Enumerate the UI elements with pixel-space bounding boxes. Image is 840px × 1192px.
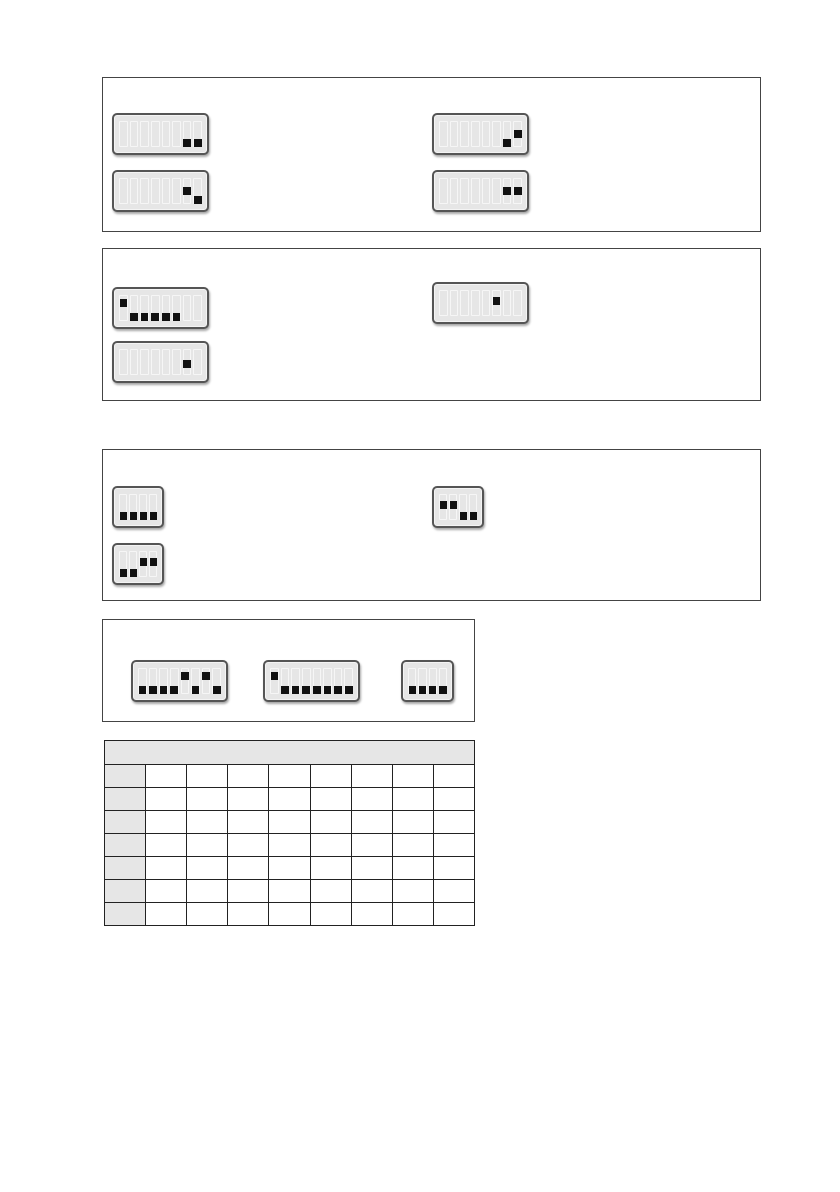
- table-row: [105, 834, 475, 857]
- switch-slot: [460, 121, 469, 147]
- table-cell: [228, 834, 269, 857]
- switch-knob[interactable]: [151, 313, 159, 321]
- table-cell: [269, 857, 310, 880]
- table-cell: [146, 903, 187, 926]
- switch-slot: [183, 295, 192, 321]
- table-cell: [228, 811, 269, 834]
- switch-slot: [439, 178, 448, 204]
- switch-knob[interactable]: [460, 512, 467, 520]
- switch-knob[interactable]: [439, 686, 446, 694]
- dip-switch-b2[interactable]: [112, 341, 209, 383]
- switch-knob[interactable]: [194, 139, 202, 147]
- table-cell: [310, 880, 351, 903]
- table-cell: [351, 903, 392, 926]
- table-cell: [351, 834, 392, 857]
- table-cell: [392, 765, 433, 788]
- dip-switch-d2[interactable]: [263, 660, 360, 702]
- switch-knob[interactable]: [181, 672, 189, 680]
- switch-knob[interactable]: [450, 501, 457, 509]
- dip-switch-d3[interactable]: [401, 660, 454, 702]
- switch-slot: [162, 349, 171, 375]
- table-cell: [187, 765, 228, 788]
- switch-panel-d: [102, 619, 475, 722]
- switch-knob[interactable]: [334, 686, 342, 694]
- table-row-label: [105, 880, 146, 903]
- table-cell: [269, 811, 310, 834]
- switch-slot: [450, 121, 459, 147]
- dip-switch-c3[interactable]: [112, 543, 164, 585]
- switch-knob[interactable]: [302, 686, 310, 694]
- table-cell: [310, 857, 351, 880]
- dip-switch-d1[interactable]: [131, 660, 228, 702]
- switch-knob[interactable]: [192, 686, 200, 694]
- switch-knob[interactable]: [140, 558, 147, 566]
- switch-knob[interactable]: [503, 187, 511, 195]
- dip-switch-b1[interactable]: [112, 287, 209, 329]
- table-cell: [310, 765, 351, 788]
- switch-slot: [460, 178, 469, 204]
- switch-slot: [492, 121, 501, 147]
- dip-switch-a3[interactable]: [112, 170, 209, 212]
- table-cell: [392, 834, 433, 857]
- switch-knob[interactable]: [170, 686, 178, 694]
- switch-knob[interactable]: [429, 686, 436, 694]
- table-cell: [187, 903, 228, 926]
- table-cell: [146, 788, 187, 811]
- table-cell: [228, 857, 269, 880]
- switch-knob[interactable]: [194, 196, 202, 204]
- switch-knob[interactable]: [514, 187, 522, 195]
- switch-knob[interactable]: [440, 501, 447, 509]
- table-cell: [392, 857, 433, 880]
- table-cell: [269, 903, 310, 926]
- dip-switch-a4[interactable]: [432, 170, 529, 212]
- table-cell: [187, 880, 228, 903]
- table-cell: [146, 880, 187, 903]
- switch-panel-c: [102, 449, 761, 601]
- table-cell: [228, 880, 269, 903]
- switch-slot: [151, 349, 160, 375]
- table-cell: [146, 765, 187, 788]
- switch-slot: [450, 290, 459, 316]
- switch-knob[interactable]: [503, 139, 511, 147]
- table-cell: [392, 903, 433, 926]
- switch-slot: [193, 349, 202, 375]
- switch-slot: [482, 121, 491, 147]
- switch-slot: [151, 121, 160, 147]
- switch-slot: [140, 349, 149, 375]
- switch-slot: [162, 121, 171, 147]
- table-cell: [228, 903, 269, 926]
- switch-knob[interactable]: [213, 686, 221, 694]
- switch-knob[interactable]: [409, 686, 416, 694]
- table-cell: [269, 765, 310, 788]
- table-cell: [433, 903, 474, 926]
- table-cell: [310, 834, 351, 857]
- switch-slot: [471, 290, 480, 316]
- switch-knob[interactable]: [292, 686, 300, 694]
- switch-slot: [140, 121, 149, 147]
- dip-switch-a1[interactable]: [112, 113, 209, 155]
- switch-slot: [503, 290, 512, 316]
- switch-knob[interactable]: [202, 672, 210, 680]
- table-cell: [433, 765, 474, 788]
- table-row: [105, 880, 475, 903]
- table-cell: [228, 765, 269, 788]
- table-cell: [351, 765, 392, 788]
- switch-slot: [151, 178, 160, 204]
- switch-slot: [471, 178, 480, 204]
- switch-knob[interactable]: [149, 686, 157, 694]
- table-row-label: [105, 834, 146, 857]
- table-cell: [187, 788, 228, 811]
- switch-knob[interactable]: [183, 360, 191, 368]
- switch-knob[interactable]: [419, 686, 426, 694]
- switch-knob[interactable]: [150, 558, 157, 566]
- table-cell: [228, 788, 269, 811]
- switch-slot: [119, 178, 128, 204]
- table-row: [105, 903, 475, 926]
- table-cell: [310, 903, 351, 926]
- table-cell: [187, 811, 228, 834]
- switch-slot: [172, 349, 181, 375]
- table-cell: [310, 811, 351, 834]
- switch-slot: [439, 290, 448, 316]
- table-header: [105, 741, 475, 765]
- table-row: [105, 765, 475, 788]
- table-cell: [146, 857, 187, 880]
- switch-panel-b: [102, 248, 761, 401]
- table-row: [105, 811, 475, 834]
- table-cell: [433, 788, 474, 811]
- switch-knob[interactable]: [281, 686, 289, 694]
- switch-slot: [172, 178, 181, 204]
- table-row: [105, 857, 475, 880]
- switch-slot: [193, 295, 202, 321]
- switch-knob[interactable]: [120, 569, 127, 577]
- switch-slot: [119, 121, 128, 147]
- switch-slot: [492, 178, 501, 204]
- switch-slot: [471, 121, 480, 147]
- table-cell: [146, 811, 187, 834]
- table-row: [105, 788, 475, 811]
- switch-knob[interactable]: [183, 187, 191, 195]
- switch-knob[interactable]: [493, 297, 501, 305]
- table-cell: [187, 834, 228, 857]
- switch-knob[interactable]: [324, 686, 332, 694]
- table-cell: [433, 834, 474, 857]
- table-row-label: [105, 903, 146, 926]
- switch-slot: [140, 178, 149, 204]
- dip-switch-a2[interactable]: [432, 113, 529, 155]
- switch-knob[interactable]: [139, 686, 147, 694]
- switch-knob[interactable]: [313, 686, 321, 694]
- table-row-label: [105, 788, 146, 811]
- table-cell: [433, 811, 474, 834]
- table-cell: [351, 857, 392, 880]
- table-cell: [433, 857, 474, 880]
- switch-knob[interactable]: [130, 569, 137, 577]
- table-cell: [351, 880, 392, 903]
- switch-slot: [162, 178, 171, 204]
- switch-knob[interactable]: [514, 130, 522, 138]
- table-cell: [269, 834, 310, 857]
- switch-slot: [513, 290, 522, 316]
- table-cell: [392, 788, 433, 811]
- switch-knob[interactable]: [120, 512, 127, 520]
- switch-slot: [482, 178, 491, 204]
- table-row-label: [105, 765, 146, 788]
- dip-switch-c2[interactable]: [432, 486, 484, 528]
- switch-slot: [439, 121, 448, 147]
- switch-knob[interactable]: [345, 686, 353, 694]
- switch-knob[interactable]: [130, 512, 137, 520]
- switch-knob[interactable]: [160, 686, 168, 694]
- table-cell: [310, 788, 351, 811]
- switch-knob[interactable]: [162, 313, 170, 321]
- switch-slot: [450, 178, 459, 204]
- table-cell: [187, 857, 228, 880]
- table-row-label: [105, 857, 146, 880]
- switch-slot: [119, 349, 128, 375]
- switch-knob[interactable]: [470, 512, 477, 520]
- table-cell: [433, 880, 474, 903]
- switch-knob[interactable]: [120, 299, 128, 307]
- table-cell: [392, 880, 433, 903]
- dip-switch-c1[interactable]: [112, 486, 164, 528]
- table-cell: [351, 811, 392, 834]
- table-cell: [351, 788, 392, 811]
- table-cell: [146, 834, 187, 857]
- switch-slot: [172, 121, 181, 147]
- switch-slot: [130, 178, 139, 204]
- switch-slot: [460, 290, 469, 316]
- dip-switch-b3[interactable]: [432, 282, 529, 324]
- switch-knob[interactable]: [140, 512, 147, 520]
- switch-knob[interactable]: [150, 512, 157, 520]
- switch-slot: [130, 349, 139, 375]
- switch-knob[interactable]: [141, 313, 149, 321]
- table-row-label: [105, 811, 146, 834]
- switch-slot: [482, 290, 491, 316]
- switch-slot: [130, 121, 139, 147]
- switch-knob[interactable]: [183, 139, 191, 147]
- switch-knob[interactable]: [271, 672, 279, 680]
- switch-knob[interactable]: [130, 313, 138, 321]
- switch-panel-a: [102, 77, 761, 232]
- table-cell: [392, 811, 433, 834]
- switch-config-table: [104, 740, 475, 926]
- switch-knob[interactable]: [173, 313, 181, 321]
- table-cell: [269, 880, 310, 903]
- table-cell: [269, 788, 310, 811]
